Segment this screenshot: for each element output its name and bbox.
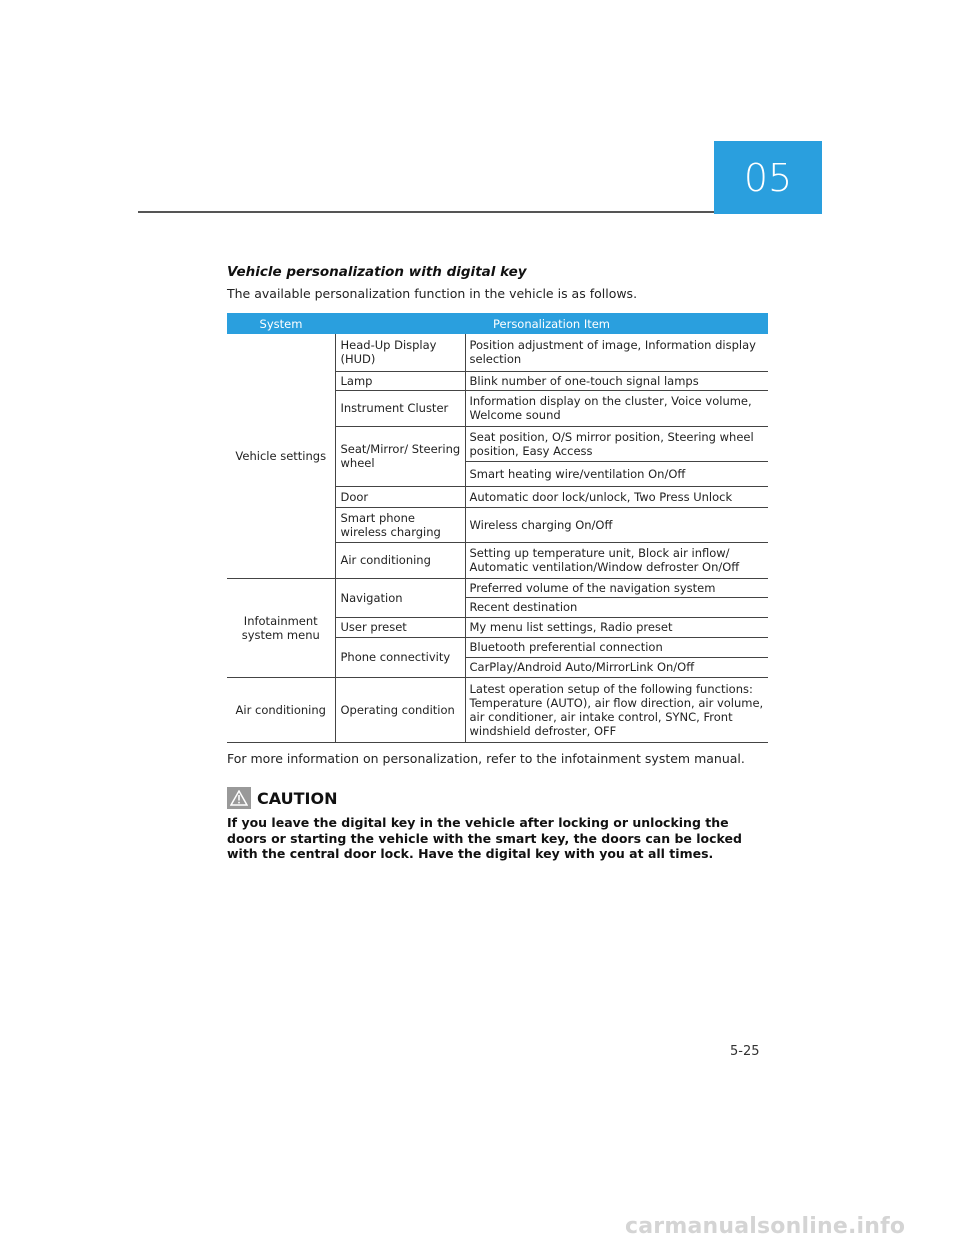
item-cell: Instrument Cluster	[335, 390, 465, 426]
item-cell: Door	[335, 486, 465, 507]
detail-cell: Blink number of one-touch signal lamps	[465, 371, 768, 390]
table-row	[227, 334, 768, 371]
caution-body: If you leave the digital key in the vehicle after locking or unlocking the doors or starting the vehicle with the smart key, the doors can be locked with the central door lock. Have the digital key with you at all times.	[227, 815, 742, 861]
section-intro: The available personalization function in the vehicle is as follows.	[227, 286, 638, 301]
item-cell: Navigation	[335, 578, 465, 617]
section-title: Vehicle personalization with digital key	[227, 264, 527, 280]
detail-cell: Seat position, O/S mirror position, Steering wheel position, Easy Access	[465, 426, 768, 461]
detail-cell: My menu list settings, Radio preset	[465, 617, 768, 637]
warning-triangle-icon	[227, 787, 251, 809]
header-divider	[138, 211, 714, 213]
item-cell: User preset	[335, 617, 465, 637]
item-cell: Head-Up Display (HUD)	[335, 334, 465, 371]
table-row	[227, 578, 768, 597]
detail-cell: Setting up temperature unit, Block air inflow/ Automatic ventilation/Window defroster On/Off	[465, 542, 768, 578]
chapter-tab	[714, 141, 822, 214]
item-cell: Lamp	[335, 371, 465, 390]
detail-cell: Automatic door lock/unlock, Two Press Unlock	[465, 486, 768, 507]
caution-title: CAUTION	[257, 788, 338, 808]
system-cell: Air conditioning	[227, 677, 335, 742]
detail-cell: Preferred volume of the navigation system	[465, 578, 768, 597]
detail-cell: Information display on the cluster, Voice volume, Welcome sound	[465, 390, 768, 426]
watermark: carmanualsonline.info	[625, 1214, 906, 1239]
item-cell: Phone connectivity	[335, 637, 465, 677]
detail-cell: CarPlay/Android Auto/MirrorLink On/Off	[465, 657, 768, 677]
detail-cell: Latest operation setup of the following functions: Temperature (AUTO), air flow direction, air volume, air conditioner, air intake control, SYNC, Front windshield defroster, OFF	[465, 677, 768, 742]
personalization-table	[227, 313, 768, 743]
table-header-row	[227, 313, 768, 334]
page-number: 5-25	[730, 1044, 760, 1059]
item-cell: Seat/Mirror/ Steering wheel	[335, 426, 465, 486]
item-cell: Air conditioning	[335, 542, 465, 578]
detail-cell: Bluetooth preferential connection	[465, 637, 768, 657]
system-cell: Vehicle settings	[227, 334, 335, 578]
detail-cell: Position adjustment of image, Information display selection	[465, 334, 768, 371]
system-cell: Infotainment system menu	[227, 578, 335, 677]
item-cell: Operating condition	[335, 677, 465, 742]
chapter-number: 05	[743, 155, 793, 200]
detail-cell: Recent destination	[465, 597, 768, 617]
caution-header	[227, 787, 337, 809]
item-cell: Smart phone wireless charging	[335, 507, 465, 542]
table-row	[227, 677, 768, 742]
header-system: System	[227, 313, 335, 334]
footnote: For more information on personalization, refer to the infotainment system manual.	[227, 751, 745, 766]
detail-cell: Wireless charging On/Off	[465, 507, 768, 542]
header-personalization-item: Personalization Item	[335, 313, 768, 334]
detail-cell: Smart heating wire/ventilation On/Off	[465, 461, 768, 486]
